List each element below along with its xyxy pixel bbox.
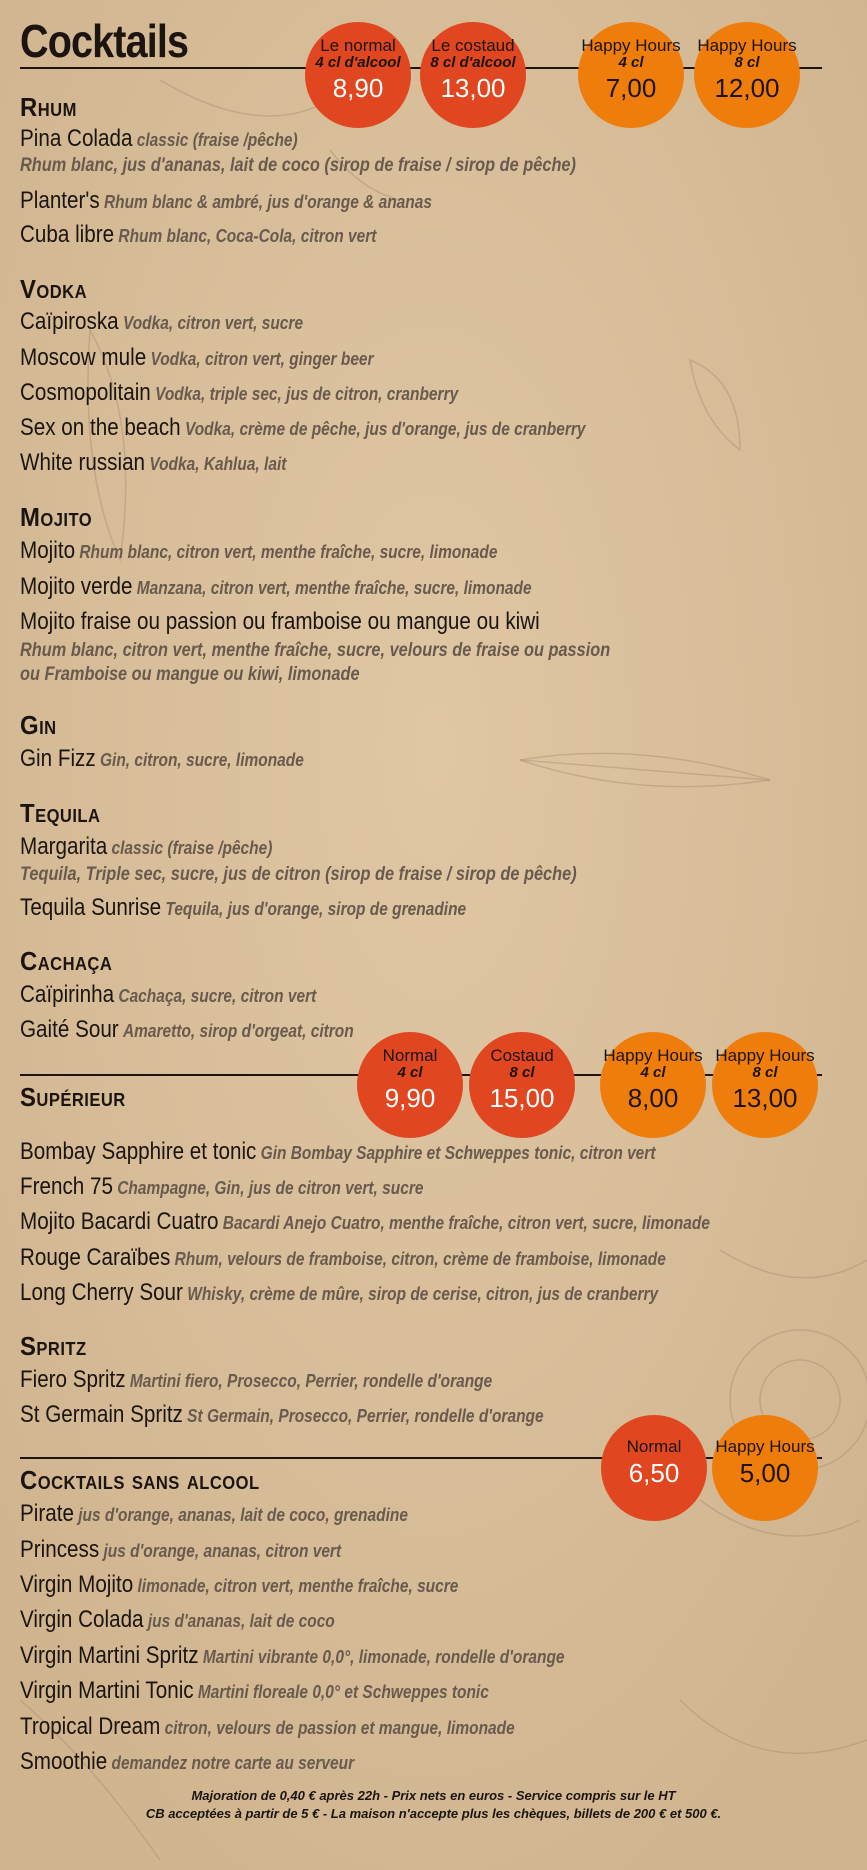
item-name: Tropical Dream	[20, 1713, 161, 1740]
item-desc: demandez notre carte au serveur	[111, 1753, 355, 1773]
badge-price: 13,00	[732, 1083, 798, 1113]
menu-item	[20, 221, 376, 249]
menu-item	[20, 1713, 515, 1741]
item-desc: Tequila, jus d'orange, sirop de grenadine	[165, 899, 467, 919]
item-desc: Vodka, triple sec, jus de citron, cranberry	[155, 384, 459, 404]
section-title-sans-alcool: Cocktails sans alcool	[20, 1465, 260, 1495]
menu-item	[20, 1748, 354, 1776]
section-title-rhum: Rhum	[20, 92, 77, 122]
menu-item	[20, 449, 286, 477]
item-name: Mojito	[20, 537, 76, 564]
item-name: Mojito verde	[20, 573, 133, 600]
item-desc: Martini floreale 0,0° et Schweppes tonic	[197, 1682, 489, 1702]
menu-item	[20, 745, 304, 773]
badge-price: 15,00	[489, 1083, 555, 1113]
item-desc: Manzana, citron vert, menthe fraîche, sucre, limonade	[136, 578, 532, 598]
item-name: Virgin Colada	[20, 1606, 144, 1633]
section-title-tequila: Tequila	[20, 798, 101, 828]
badge-price: 12,00	[714, 73, 780, 103]
item-name: Cuba libre	[20, 221, 115, 248]
badge-price: 9,90	[384, 1083, 436, 1113]
item-name: Princess	[20, 1536, 100, 1563]
menu-item	[20, 308, 303, 336]
menu-item	[20, 1366, 492, 1394]
item-desc-line: ou Framboise ou mangue ou kiwi, limonade	[20, 664, 360, 685]
item-name: Sex on the beach	[20, 414, 181, 441]
menu-item	[20, 379, 458, 407]
price-badge	[712, 1032, 818, 1138]
menu-item	[20, 833, 272, 861]
item-name: Virgin Martini Tonic	[20, 1677, 194, 1704]
item-name: Caïpirinha	[20, 981, 115, 1008]
price-badge	[357, 1032, 463, 1138]
item-desc: Rhum, velours de framboise, citron, crème de framboise, limonade	[174, 1249, 666, 1269]
price-badge	[601, 1415, 707, 1521]
item-name: Virgin Martini Spritz	[20, 1642, 199, 1669]
item-name: Rouge Caraïbes	[20, 1244, 171, 1271]
item-desc: citron, velours de passion et mangue, limonade	[164, 1718, 515, 1738]
item-desc: jus d'orange, ananas, citron vert	[103, 1541, 342, 1561]
item-desc: Cachaça, sucre, citron vert	[118, 986, 317, 1006]
menu-item	[20, 1244, 666, 1272]
item-name: Gin Fizz	[20, 745, 96, 772]
item-desc-line: Rhum blanc, jus d'ananas, lait de coco (sirop de fraise / sirop de pêche)	[20, 155, 576, 176]
menu-item	[20, 1208, 710, 1236]
item-desc: Martini fiero, Prosecco, Perrier, rondelle d'orange	[129, 1371, 493, 1391]
badge-label: Happy Hours	[715, 1437, 815, 1456]
item-desc-line: Tequila, Triple sec, sucre, jus de citron (sirop de fraise / sirop de pêche)	[20, 864, 577, 885]
price-badge	[469, 1032, 575, 1138]
item-desc: jus d'ananas, lait de coco	[147, 1611, 335, 1631]
badge-label: Happy Hours	[715, 1046, 815, 1065]
menu-item	[20, 1138, 655, 1166]
section-title-mojito: Mojito	[20, 502, 93, 532]
item-desc: classic (fraise /pêche)	[136, 130, 298, 150]
item-name: Mojito Bacardi Cuatro	[20, 1208, 219, 1235]
price-badge	[694, 22, 800, 128]
menu-item	[20, 1401, 544, 1429]
item-name: French 75	[20, 1173, 113, 1200]
menu-item	[20, 414, 586, 442]
page-title: Cocktails	[20, 15, 189, 67]
section-title-cachaca: Cachaça	[20, 946, 113, 976]
badge-sublabel: 4 cl d'alcool	[315, 54, 401, 71]
price-badge	[600, 1032, 706, 1138]
badge-sublabel: 8 cl	[734, 54, 760, 71]
footer-line: Majoration de 0,40 € après 22h - Prix nets en euros - Service compris sur le HT	[191, 1788, 676, 1803]
item-desc: limonade, citron vert, menthe fraîche, sucre	[137, 1576, 459, 1596]
item-desc: Vodka, citron vert, ginger beer	[150, 349, 374, 369]
item-name: Virgin Mojito	[20, 1571, 134, 1598]
price-badge	[712, 1415, 818, 1521]
badge-price: 8,90	[332, 73, 384, 103]
item-name: Margarita	[20, 833, 108, 860]
item-name: Mojito fraise ou passion ou framboise ou mangue ou kiwi	[20, 608, 540, 635]
price-badge	[420, 22, 526, 128]
menu-item	[20, 1642, 565, 1670]
badge-label: Happy Hours	[603, 1046, 703, 1065]
badge-label: Costaud	[490, 1046, 554, 1065]
item-name: Long Cherry Sour	[20, 1279, 183, 1306]
menu-item	[20, 1536, 341, 1564]
badge-label: Happy Hours	[697, 36, 797, 55]
item-name: Bombay Sapphire et tonic	[20, 1138, 257, 1165]
menu-item	[20, 344, 374, 372]
badge-price: 13,00	[440, 73, 506, 103]
menu-item	[20, 125, 298, 153]
menu-item	[20, 537, 497, 565]
item-desc: Bacardi Anejo Cuatro, menthe fraîche, citron vert, sucre, limonade	[222, 1213, 710, 1233]
item-desc: classic (fraise /pêche)	[111, 838, 273, 858]
badge-label: Le costaud	[431, 36, 515, 55]
menu-item	[20, 187, 432, 215]
menu-item	[20, 1279, 658, 1307]
item-desc: Gin, citron, sucre, limonade	[99, 750, 304, 770]
item-name: Caïpiroska	[20, 308, 119, 335]
footer-line: CB acceptées à partir de 5 € - La maison n'accepte plus les chèques, billets de 200 € et 500 €.	[145, 1806, 722, 1821]
badge-price: 5,00	[739, 1458, 791, 1488]
item-name: Pirate	[20, 1500, 74, 1527]
menu-item	[20, 1173, 423, 1201]
item-desc: Rhum blanc & ambré, jus d'orange & ananas	[103, 192, 432, 212]
item-name: St Germain Spritz	[20, 1401, 183, 1428]
section-title-superieur: Supérieur	[20, 1082, 126, 1112]
menu-item	[20, 1571, 458, 1599]
badge-price: 6,50	[628, 1458, 680, 1488]
badge-label: Happy Hours	[581, 36, 681, 55]
badge-sublabel: 4 cl	[640, 1064, 666, 1081]
menu-item	[20, 573, 532, 601]
price-badge	[305, 22, 411, 128]
item-name: Moscow mule	[20, 344, 147, 371]
item-name: Planter's	[20, 187, 100, 214]
item-desc: Rhum blanc, Coca-Cola, citron vert	[118, 226, 377, 246]
item-desc: Rhum blanc, citron vert, menthe fraîche, sucre, limonade	[79, 542, 498, 562]
item-desc: St Germain, Prosecco, Perrier, rondelle d'orange	[187, 1406, 544, 1426]
item-desc: Martini vibrante 0,0°, limonade, rondelle d'orange	[202, 1647, 565, 1667]
item-name: White russian	[20, 449, 146, 476]
badge-label: Normal	[626, 1437, 682, 1456]
item-name: Tequila Sunrise	[20, 894, 162, 921]
item-desc-line: Rhum blanc, citron vert, menthe fraîche, sucre, velours de fraise ou passion	[20, 640, 611, 661]
menu-item	[20, 608, 540, 636]
menu-item	[20, 1016, 354, 1044]
item-desc: Champagne, Gin, jus de citron vert, sucre	[117, 1178, 424, 1198]
badge-price: 7,00	[605, 73, 657, 103]
section-title-vodka: Vodka	[20, 274, 88, 304]
badge-label: Normal	[382, 1046, 438, 1065]
menu-item	[20, 894, 466, 922]
item-name: Cosmopolitain	[20, 379, 151, 406]
price-badge	[578, 22, 684, 128]
item-desc: Amaretto, sirop d'orgeat, citron	[122, 1021, 354, 1041]
item-name: Fiero Spritz	[20, 1366, 126, 1393]
item-desc: Vodka, citron vert, sucre	[122, 313, 304, 333]
item-desc: Whisky, crème de mûre, sirop de cerise, citron, jus de cranberry	[187, 1284, 659, 1304]
menu-item	[20, 981, 316, 1009]
menu-item	[20, 1677, 489, 1705]
badge-label: Le normal	[320, 36, 396, 55]
menu-item	[20, 1606, 335, 1634]
item-desc: jus d'orange, ananas, lait de coco, grenadine	[78, 1505, 408, 1525]
item-desc: Vodka, crème de pêche, jus d'orange, jus de cranberry	[184, 419, 586, 439]
item-desc: Gin Bombay Sapphire et Schweppes tonic, citron vert	[260, 1143, 656, 1163]
badge-sublabel: 4 cl	[397, 1064, 423, 1081]
section-title-gin: Gin	[20, 710, 57, 740]
item-name: Gaité Sour	[20, 1016, 119, 1043]
menu-item	[20, 1500, 408, 1528]
item-name: Pina Colada	[20, 125, 133, 152]
badge-sublabel: 8 cl d'alcool	[430, 54, 516, 71]
badge-sublabel: 4 cl	[618, 54, 644, 71]
item-name: Smoothie	[20, 1748, 108, 1775]
badge-price: 8,00	[627, 1083, 679, 1113]
badge-sublabel: 8 cl	[752, 1064, 778, 1081]
item-desc: Vodka, Kahlua, lait	[149, 454, 287, 474]
badge-sublabel: 8 cl	[509, 1064, 535, 1081]
section-title-spritz: Spritz	[20, 1331, 87, 1361]
